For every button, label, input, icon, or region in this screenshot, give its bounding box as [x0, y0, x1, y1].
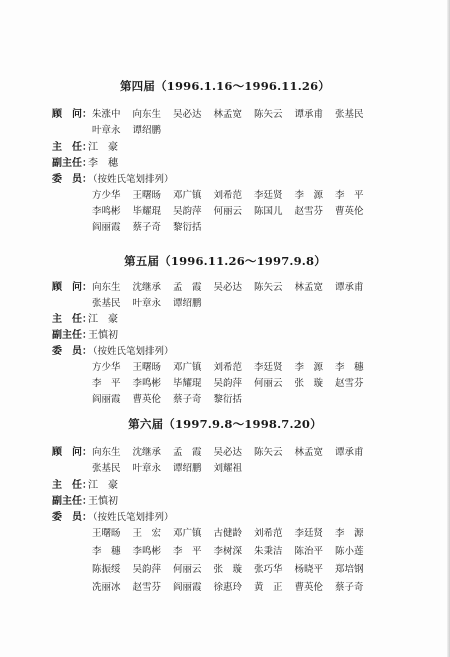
vice-director-label: 副主任： — [52, 158, 92, 169]
member-name: 吴韵萍 — [132, 564, 162, 575]
consultant-name: 吴必达 — [213, 447, 243, 458]
member-name: 李 源 — [294, 362, 324, 373]
consultant-name: 张基民 — [92, 298, 121, 309]
consultant-name: 朱涨中 — [92, 109, 121, 120]
vice-director-row — [52, 495, 118, 509]
member-name: 何丽云 — [254, 378, 283, 389]
member-name: 张 璇 — [213, 564, 243, 575]
member-name: 蔡子奇 — [132, 222, 162, 233]
member-name: 李廷贤 — [294, 528, 324, 539]
member-label: 委 员： — [52, 512, 92, 523]
consultant-name: 张基民 — [335, 109, 364, 120]
member-name: 李廷贤 — [254, 190, 283, 201]
consultant-name: 谭绍鹏 — [132, 125, 162, 136]
consultant-names-line — [92, 462, 254, 476]
consultant-name: 刘耀祖 — [213, 463, 243, 474]
consultant-names-line — [92, 108, 376, 122]
vice-director-name: 王慎初 — [88, 330, 118, 341]
consultant-row — [52, 281, 92, 295]
consultant-name: 陈矢云 — [254, 282, 283, 293]
consultant-name: 沈继承 — [132, 447, 162, 458]
member-name: 李 穗 — [335, 362, 364, 373]
member-name: 刘希范 — [254, 528, 283, 539]
member-name: 黎衍括 — [173, 222, 202, 233]
member-name: 何丽云 — [213, 206, 243, 217]
vice-director-label: 副主任： — [52, 496, 92, 507]
member-name: 阎丽霞 — [92, 394, 121, 405]
member-name: 赵雪芬 — [335, 378, 364, 389]
consultant-name: 向东生 — [92, 282, 121, 293]
consultant-name: 陈矢云 — [254, 109, 283, 120]
member-names-line — [92, 205, 376, 219]
consultant-name: 陈矢云 — [254, 447, 283, 458]
vice-director-name: 李 穗 — [88, 158, 118, 169]
consultant-name: 谭承甫 — [294, 109, 324, 120]
director-name: 江 豪 — [88, 142, 118, 153]
vice-director-name: 王慎初 — [88, 496, 118, 507]
consultant-name: 谭绍鹏 — [173, 463, 202, 474]
consultant-name: 叶章永 — [132, 463, 162, 474]
member-name: 王 宏 — [132, 528, 162, 539]
director-label: 主 任： — [52, 480, 92, 491]
member-name: 黎衍括 — [213, 394, 243, 405]
member-name: 邓广镇 — [173, 190, 202, 201]
consultant-name: 向东生 — [132, 109, 162, 120]
director-label: 主 任： — [52, 314, 92, 325]
consultant-names-line — [92, 446, 376, 460]
member-name: 赵雪芬 — [294, 206, 324, 217]
member-name: 冼丽冰 — [92, 582, 121, 593]
consultant-name: 孟 霞 — [173, 282, 202, 293]
member-names-line — [92, 361, 376, 375]
member-note: （按姓氏笔划排列） — [88, 174, 174, 185]
member-name: 刘希范 — [213, 190, 243, 201]
consultant-name: 向东生 — [92, 447, 121, 458]
member-name: 曹英伦 — [132, 394, 162, 405]
member-names-line — [92, 221, 214, 235]
consultant-name: 林孟宽 — [294, 282, 324, 293]
member-name: 吴韵萍 — [213, 378, 243, 389]
member-name: 王曙旸 — [132, 362, 162, 373]
member-name: 王曙旸 — [132, 190, 162, 201]
member-row — [52, 511, 174, 525]
consultant-label: 顾 问： — [52, 447, 92, 458]
member-name: 阎丽霞 — [92, 222, 121, 233]
member-names-line — [92, 563, 376, 577]
member-name: 刘希范 — [213, 362, 243, 373]
director-row — [52, 141, 118, 155]
director-name: 江 豪 — [88, 314, 118, 325]
member-label: 委 员： — [52, 346, 92, 357]
member-name: 曹英伦 — [335, 206, 364, 217]
member-name: 张 璇 — [294, 378, 324, 389]
member-note: （按姓氏笔划排列） — [88, 512, 174, 523]
director-row — [52, 313, 118, 327]
consultant-row — [52, 446, 92, 460]
member-names-line — [92, 545, 376, 559]
member-name: 李鸣彬 — [132, 546, 162, 557]
member-name: 陈振绥 — [92, 564, 121, 575]
vice-director-label: 副主任： — [52, 330, 92, 341]
consultant-name: 叶章永 — [92, 125, 121, 136]
term-title: 第六届（1997.9.8～1998.7.20） — [128, 417, 322, 431]
member-name: 陈治平 — [294, 546, 324, 557]
vice-director-row — [52, 329, 118, 343]
member-row — [52, 173, 174, 187]
consultant-row — [52, 108, 92, 122]
member-name: 方少华 — [92, 190, 121, 201]
consultant-name: 张基民 — [92, 463, 121, 474]
member-name: 毕耀琨 — [173, 378, 202, 389]
consultant-name: 谭承甫 — [335, 282, 364, 293]
member-names-line — [92, 377, 376, 391]
member-name: 古健龄 — [213, 528, 243, 539]
member-name: 方少华 — [92, 362, 121, 373]
member-name: 朱秉洁 — [254, 546, 283, 557]
consultant-name: 叶章永 — [132, 298, 162, 309]
member-name: 黄 正 — [254, 582, 283, 593]
member-note: （按姓氏笔划排列） — [88, 346, 174, 357]
member-name: 李鸣彬 — [92, 206, 121, 217]
member-name: 李 源 — [294, 190, 324, 201]
member-name: 曹英伦 — [294, 582, 324, 593]
director-row — [52, 479, 118, 493]
member-name: 李树深 — [213, 546, 243, 557]
consultant-name: 林孟宽 — [294, 447, 324, 458]
consultant-name: 孟 霞 — [173, 447, 202, 458]
consultant-name: 林孟宽 — [213, 109, 243, 120]
member-name: 何丽云 — [173, 564, 202, 575]
consultant-name: 吴必达 — [213, 282, 243, 293]
member-name: 陈国儿 — [254, 206, 283, 217]
member-name: 李 穗 — [92, 546, 121, 557]
member-name: 吴韵萍 — [173, 206, 202, 217]
member-names-line — [92, 189, 376, 203]
member-name: 赵雪芬 — [132, 582, 162, 593]
member-name: 郑培钢 — [335, 564, 364, 575]
member-name: 李 平 — [92, 378, 121, 389]
term-title: 第四届（1996.1.16～1996.11.26） — [119, 79, 331, 93]
director-name: 江 豪 — [88, 480, 118, 491]
member-name: 毕耀琨 — [132, 206, 162, 217]
term-title: 第五届（1996.11.26～1997.9.8） — [124, 254, 326, 268]
consultant-names-line — [92, 124, 173, 138]
member-label: 委 员： — [52, 174, 92, 185]
member-name: 杨晓平 — [294, 564, 324, 575]
consultant-names-line — [92, 281, 376, 295]
consultant-name: 沈继承 — [132, 282, 162, 293]
member-name: 李鸣彬 — [132, 378, 162, 389]
member-name: 阎丽霞 — [173, 582, 202, 593]
member-name: 李 平 — [335, 190, 364, 201]
consultant-names-line — [92, 297, 214, 311]
member-name: 邓广镇 — [173, 362, 202, 373]
consultant-label: 顾 问： — [52, 282, 92, 293]
consultant-name: 谭绍鹏 — [173, 298, 202, 309]
consultant-name: 吴必达 — [173, 109, 202, 120]
member-name: 张巧华 — [254, 564, 283, 575]
director-label: 主 任： — [52, 142, 92, 153]
member-names-line — [92, 527, 376, 541]
consultant-name: 谭承甫 — [335, 447, 364, 458]
consultant-label: 顾 问： — [52, 109, 92, 120]
member-name: 邓广镇 — [173, 528, 202, 539]
vice-director-row — [52, 157, 118, 171]
member-names-line — [92, 581, 376, 595]
member-name: 李 平 — [173, 546, 202, 557]
member-name: 蔡子奇 — [173, 394, 202, 405]
member-name: 王曙旸 — [92, 528, 121, 539]
member-row — [52, 345, 174, 359]
member-names-line — [92, 393, 254, 407]
member-name: 李 源 — [335, 528, 364, 539]
member-name: 蔡子奇 — [335, 582, 364, 593]
member-name: 徐惠玲 — [213, 582, 243, 593]
member-name: 陈小莲 — [335, 546, 364, 557]
member-name: 李廷贤 — [254, 362, 283, 373]
